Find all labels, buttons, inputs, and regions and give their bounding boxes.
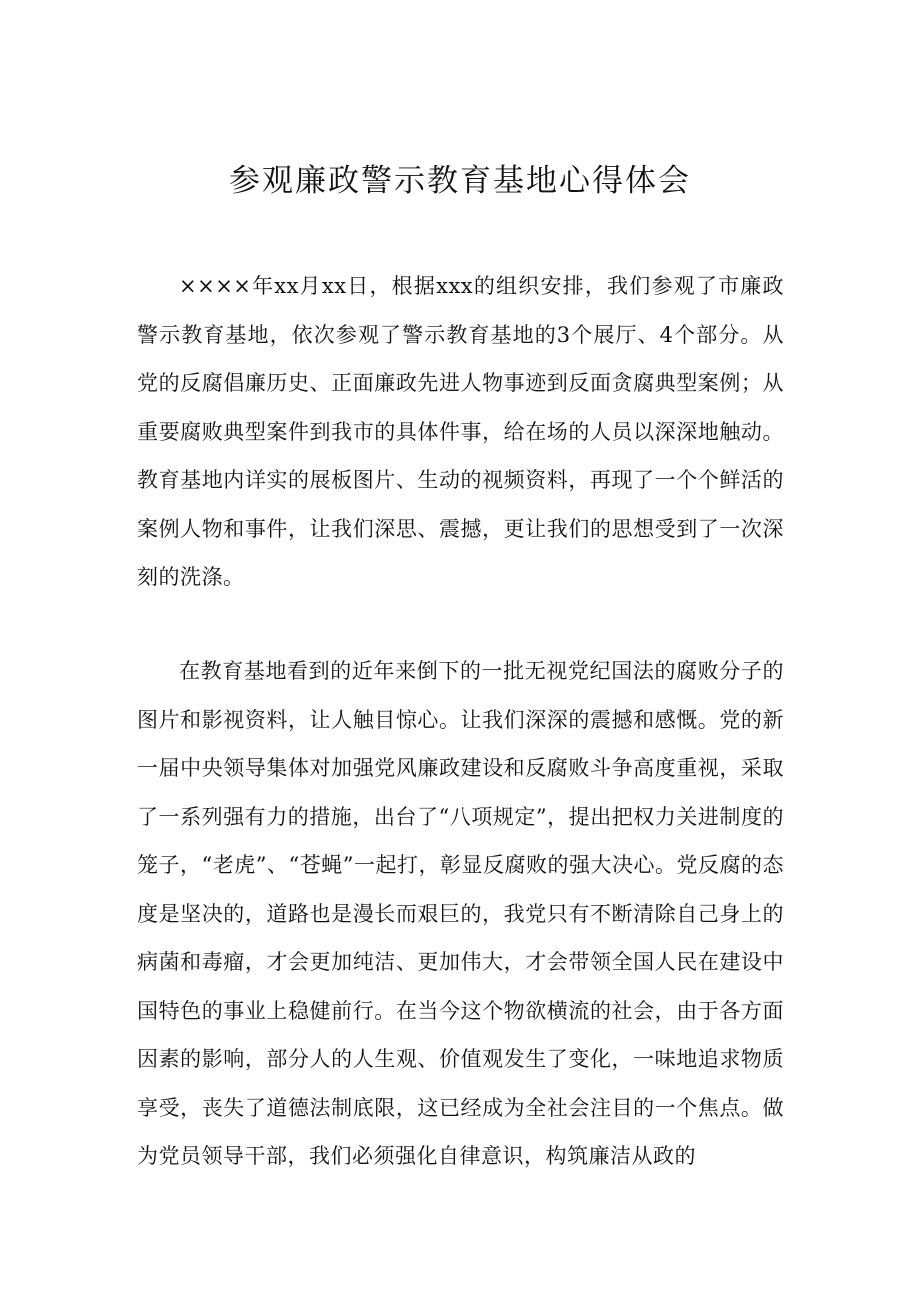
paragraph-visit-overview: ××××年xx月xx日，根据xxx的组织安排，我们参观了市廉政警示教育基地，依次参观了警示教育基地的3个展厅、4个部分。从党的反腐倡廉历史、正面廉政先进人物事迹到反面贪腐典型案例；从重要腐败典型案件到我市的具体件事，给在场的人员以深深地触动。教育基地内详实的展板图片、生动的视频资料，再现了一个个鲜活的案例人物和事件，让我们深思、震撼，更让我们的思想受到了一次深刻的洗涤。 [137,274,784,589]
document-title: 参观廉政警示教育基地心得体会 [229,162,691,199]
paragraph-reflections: 在教育基地看到的近年来倒下的一批无视党纪国法的腐败分子的图片和影视资料，让人触目惊心。让我们深深的震撼和感慨。党的新一届中央领导集体对加强党风廉政建设和反腐败斗争高度重视，采取了一系列强有力的措施，出台了“八项规定”，提出把权力关进制度的笼子，“老虎”、“苍蝇”一起打，彰显反腐败的强大决心。党反腐的态度是坚决的，道路也是漫长而艰巨的，我党只有不断清除自己身上的病菌和毒瘤，才会更加纯洁、更加伟大，才会带领全国人民在建设中国特色的事业上稳健前行。在当今这个物欲横流的社会，由于各方面因素的影响，部分人的人生观、价值观发生了变化，一味地追求物质享受，丧失了道德法制底限，这已经成为全社会注目的一个焦点。做为党员领导干部，我们必须强化自律意识，构筑廉洁从政的 [137,659,784,1168]
